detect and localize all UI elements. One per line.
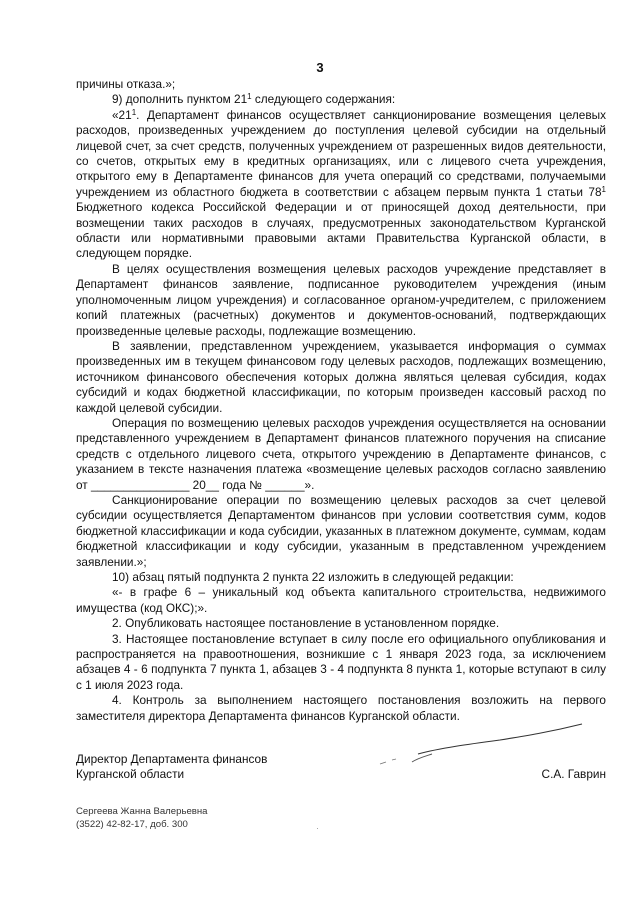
paragraph-text: 4. Контроль за выполнением настоящего постановления возложить на первого заместителя директора Департамента финансов Курганской области. xyxy=(76,693,606,723)
superscript: 1 xyxy=(601,184,606,194)
paragraph xyxy=(76,77,606,92)
paragraph-text: . Департамент финансов осуществляет санкционирование возмещения целевых расходов, произведенных учреждением до поступления целевой субсидии на отдельный лицевой счет, за счет средств, полученных учреждением от разрешенных видов деятельности, со счетов, открытых ему в кредитных организациях, или с лицевого счета учреждения, открытого ему в Департаменте финансов для учета операций со средствами, получаемыми учреждением из областного бюджета в соответствии с абзацем первым пункта 1 статьи 78 xyxy=(76,107,606,199)
document-body xyxy=(76,77,606,724)
paragraph xyxy=(76,616,606,631)
superscript: 1 xyxy=(131,107,137,117)
paragraph xyxy=(76,416,606,493)
paragraph-text: Санкционирование операции по возмещению целевых расходов за счет целевой субсидии осуществляется Департаментом финансов при условии соответствия сумм, кодов бюджетной классификации и кода субсидии, указанных в платежном документе, суммам, кодам бюджетной классификации и коду субсидии, указанным в представленном учреждением заявлении.»; xyxy=(76,492,606,569)
paragraph-text: «21 xyxy=(112,107,132,122)
paragraph-text: 10) абзац пятый подпункта 2 пункта 22 изложить в следующей редакции: xyxy=(112,570,514,584)
paragraph xyxy=(76,262,606,339)
paragraph-text: 3. Настоящее постановление вступает в силу после его официального опубликования и распространяется на правоотношения, возникшие с 1 января 2023 года, за исключением абзацев 4 - 6 подпункта 7 пункта 1, абзацев 3 - 4 подпункта 8 пункта 1, которые вступают в силу с 1 июля 2023 года. xyxy=(76,631,606,692)
executor-name: Сергеева Жанна Валерьевна xyxy=(76,806,208,817)
paragraph xyxy=(76,632,606,694)
paragraph-text: 2. Опубликовать настоящее постановление в установленном порядке. xyxy=(112,616,500,631)
paragraph xyxy=(76,570,606,585)
paragraph-text: 9) дополнить пунктом 21 xyxy=(112,92,248,107)
signatory-title-line1: Директор Департамента финансов xyxy=(76,752,268,766)
paragraph xyxy=(76,92,606,107)
superscript: 1 xyxy=(247,92,252,102)
paragraph-text: В целях осуществления возмещения целевых расходов учреждение представляет в Департамент финансов заявление, подписанное руководителем учреждения (иным уполномоченным лицом учреждения) и согласованное органом-учредителем, с приложением копий платежных (расчетных) документов и документов-оснований, подтверждающих произведенные целевые расходы, подлежащие возмещению. xyxy=(76,261,606,338)
paragraph-text: Бюджетного кодекса Российской Федерации и от приносящей доход деятельности, при возмещении таких расходов в случаях, предусмотренных законодательством Курганской области или нормативными правовыми актами Правительства Курганской области, в следующем порядке. xyxy=(76,200,606,261)
executor-footer xyxy=(76,806,208,831)
paragraph xyxy=(76,493,606,570)
paragraph xyxy=(76,585,606,616)
paragraph xyxy=(76,339,606,416)
signatory-title-line2: Курганской области xyxy=(76,767,185,782)
paragraph-text: причины отказа.»; xyxy=(76,77,176,91)
paragraph xyxy=(76,108,606,262)
paragraph-text: В заявлении, представленном учреждением, указывается информация о суммах произведенных им в текущем финансовом году целевых расходов, подлежащих возмещению, источником финансового обеспечения которых должна являться целевая субсидия, кодах субсидий и кодах бюджетной классификации, по которым произведен кассовый расход по каждой целевой субсидии. xyxy=(76,338,606,415)
page-number: 3 xyxy=(316,60,324,75)
executor-phone: (3522) 42-82-17, доб. 300 xyxy=(76,818,188,830)
signatory-name: С.А. Гаврин xyxy=(541,767,606,781)
paragraph-text: «- в графе 6 – уникальный код объекта капитального строительства, недвижимого имущества (код ОКС);». xyxy=(76,585,606,615)
paragraph-text: Операция по возмещению целевых расходов учреждения осуществляется на основании представленного учреждением в Департамент финансов платежного поручения на списание средств с отдельного лицевого счета, открытого учреждению в Департаменте финансов, с указанием в тексте назначения платежа «возмещение целевых расходов согласно заявлению от _______________ 20__ года № ______». xyxy=(76,415,606,492)
paragraph-text: следующего содержания: xyxy=(251,92,396,107)
scan-mark: · xyxy=(316,823,319,833)
